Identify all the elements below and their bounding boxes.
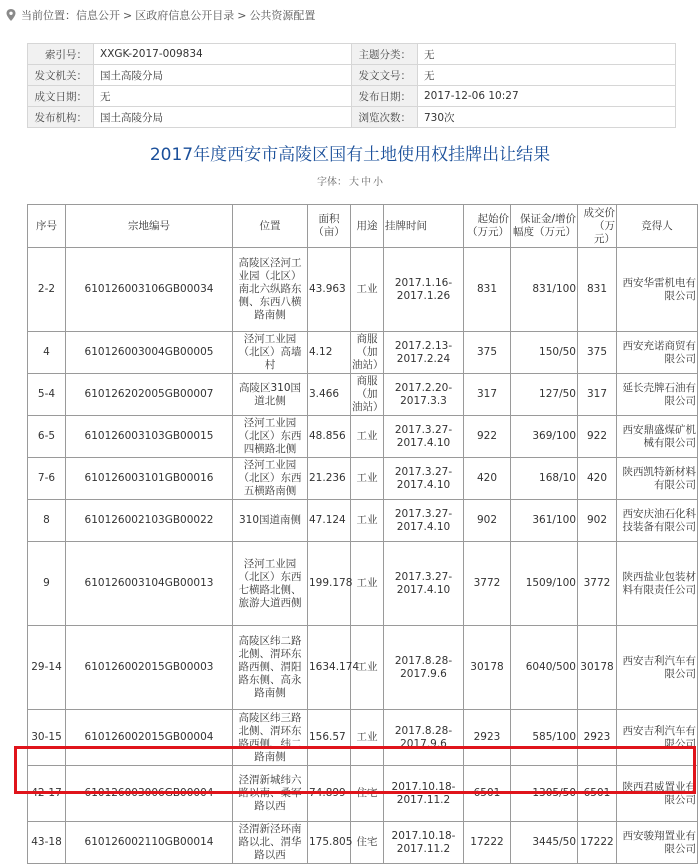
column-header: 挂牌时间 (384, 205, 464, 248)
cell-parcel: 610126003101GB00016 (66, 458, 233, 500)
cell-location: 泾渭新城纬六路以南、桑军路以西 (233, 766, 308, 822)
cell-deal: 375 (578, 332, 617, 374)
cell-start: 420 (464, 458, 511, 500)
cell-deal: 317 (578, 374, 617, 416)
cell-seq: 30-15 (28, 710, 66, 766)
cell-area: 21.236 (308, 458, 351, 500)
cell-start: 3772 (464, 542, 511, 626)
cell-start: 922 (464, 416, 511, 458)
meta-label: 发文机关： (28, 65, 94, 86)
cell-seq: 8 (28, 500, 66, 542)
cell-start: 17222 (464, 822, 511, 864)
cell-use: 工业 (351, 500, 384, 542)
cell-parcel: 610126003103GB00015 (66, 416, 233, 458)
table-header-row (28, 205, 698, 248)
column-header: 竞得人 (617, 205, 698, 248)
cell-time: 2017.3.27-2017.4.10 (384, 542, 464, 626)
cell-winner: 西安充诺商贸有限公司 (617, 332, 698, 374)
cell-parcel: 610126003004GB00005 (66, 332, 233, 374)
table-row (28, 500, 698, 542)
cell-use: 住宅 (351, 766, 384, 822)
table-row (28, 332, 698, 374)
cell-parcel: 610126003106GB00034 (66, 248, 233, 332)
cell-seq: 2-2 (28, 248, 66, 332)
cell-area: 74.899 (308, 766, 351, 822)
cell-parcel: 610126002015GB00003 (66, 626, 233, 710)
cell-deposit: 150/50 (511, 332, 578, 374)
meta-label: 成文日期： (28, 86, 94, 107)
cell-winner: 陕西盐业包装材料有限责任公司 (617, 542, 698, 626)
cell-start: 375 (464, 332, 511, 374)
breadcrumb-link-catalog[interactable]: 区政府信息公开目录 (135, 9, 235, 22)
cell-seq: 43-18 (28, 822, 66, 864)
cell-start: 831 (464, 248, 511, 332)
cell-deposit: 1509/100 (511, 542, 578, 626)
cell-area: 3.466 (308, 374, 351, 416)
cell-winner: 西安吉利汽车有限公司 (617, 626, 698, 710)
cell-location: 高陵区泾河工业园（北区）南北六纵路东侧、东西八横路南侧 (233, 248, 308, 332)
breadcrumb-separator: > (237, 8, 247, 22)
cell-deposit: 127/50 (511, 374, 578, 416)
cell-time: 2017.1.16-2017.1.26 (384, 248, 464, 332)
cell-location: 泾河工业园（北区）东西四横路北侧 (233, 416, 308, 458)
cell-seq: 9 (28, 542, 66, 626)
column-header: 起始价（万元） (464, 205, 511, 248)
cell-deposit: 6040/500 (511, 626, 578, 710)
cell-start: 317 (464, 374, 511, 416)
cell-seq: 4 (28, 332, 66, 374)
table-row (28, 458, 698, 500)
cell-deal: 831 (578, 248, 617, 332)
font-size-medium[interactable]: 中 (361, 177, 371, 188)
table-row (28, 374, 698, 416)
meta-label: 主题分类： (352, 44, 418, 65)
cell-area: 199.178 (308, 542, 351, 626)
cell-use: 工业 (351, 542, 384, 626)
cell-use: 工业 (351, 416, 384, 458)
font-size-large[interactable]: 大 (349, 177, 359, 188)
table-row (28, 248, 698, 332)
cell-winner: 陕西凯特新材料有限公司 (617, 458, 698, 500)
font-size-switcher (0, 173, 700, 188)
cell-area: 43.963 (308, 248, 351, 332)
cell-use: 工业 (351, 710, 384, 766)
cell-time: 2017.2.20-2017.3.3 (384, 374, 464, 416)
column-header: 位置 (233, 205, 308, 248)
cell-time: 2017.8.28-2017.9.6 (384, 710, 464, 766)
meta-label: 浏览次数： (352, 107, 418, 128)
cell-winner: 西安鼎盛煤矿机械有限公司 (617, 416, 698, 458)
cell-area: 1634.174 (308, 626, 351, 710)
table-row (28, 626, 698, 710)
meta-row (28, 44, 676, 65)
cell-location: 高陵区310国道北侧 (233, 374, 308, 416)
column-header: 面积（亩） (308, 205, 351, 248)
breadcrumb-separator: > (123, 8, 133, 22)
cell-winner: 西安吉利汽车有限公司 (617, 710, 698, 766)
meta-value: 730次 (418, 107, 676, 128)
cell-area: 48.856 (308, 416, 351, 458)
cell-winner: 西安庆油石化科技装备有限公司 (617, 500, 698, 542)
cell-location: 310国道南侧 (233, 500, 308, 542)
cell-parcel: 610126003006GB00004 (66, 766, 233, 822)
cell-location: 泾河工业园（北区）东西五横路南侧 (233, 458, 308, 500)
breadcrumb-link-info-public[interactable]: 信息公开 (76, 9, 120, 22)
cell-start: 30178 (464, 626, 511, 710)
cell-deposit: 585/100 (511, 710, 578, 766)
cell-winner: 西安骏翔置业有限公司 (617, 822, 698, 864)
meta-label: 发布日期： (352, 86, 418, 107)
breadcrumb-prefix: 当前位置： (21, 9, 76, 22)
cell-deposit: 831/100 (511, 248, 578, 332)
cell-use: 商服（加油站） (351, 332, 384, 374)
cell-area: 47.124 (308, 500, 351, 542)
column-header: 用途 (351, 205, 384, 248)
cell-deposit: 361/100 (511, 500, 578, 542)
meta-value: 国土高陵分局 (94, 65, 352, 86)
cell-start: 902 (464, 500, 511, 542)
cell-parcel: 610126002110GB00014 (66, 822, 233, 864)
table-row (28, 710, 698, 766)
cell-start: 6501 (464, 766, 511, 822)
meta-label: 发文文号： (352, 65, 418, 86)
breadcrumb-link-resource[interactable]: 公共资源配置 (249, 9, 316, 22)
cell-time: 2017.10.18-2017.11.2 (384, 766, 464, 822)
cell-deal: 420 (578, 458, 617, 500)
cell-winner: 西安华雷机电有限公司 (617, 248, 698, 332)
cell-area: 4.12 (308, 332, 351, 374)
cell-winner: 陕西君威置业有限公司 (617, 766, 698, 822)
cell-use: 工业 (351, 458, 384, 500)
meta-label: 发布机构： (28, 107, 94, 128)
cell-parcel: 610126202005GB00007 (66, 374, 233, 416)
cell-seq: 6-5 (28, 416, 66, 458)
document-meta-table (27, 43, 676, 128)
meta-value: 无 (94, 86, 352, 107)
column-header: 序号 (28, 205, 66, 248)
cell-location: 高陵区纬二路北侧、渭环东路西侧、渭阳路东侧、高永路南侧 (233, 626, 308, 710)
meta-value: XXGK-2017-009834 (94, 44, 352, 65)
cell-time: 2017.3.27-2017.4.10 (384, 458, 464, 500)
font-size-small[interactable]: 小 (373, 177, 383, 188)
meta-label: 索引号： (28, 44, 94, 65)
breadcrumb (4, 4, 315, 26)
cell-deposit: 168/10 (511, 458, 578, 500)
cell-winner: 延长壳牌石油有限公司 (617, 374, 698, 416)
cell-time: 2017.3.27-2017.4.10 (384, 500, 464, 542)
cell-seq: 7-6 (28, 458, 66, 500)
column-header: 成交价（万元） (578, 205, 617, 248)
meta-row (28, 86, 676, 107)
meta-value: 2017-12-06 10:27 (418, 86, 676, 107)
cell-deal: 902 (578, 500, 617, 542)
cell-use: 工业 (351, 626, 384, 710)
font-size-label: 字体： (317, 177, 347, 188)
cell-deal: 2923 (578, 710, 617, 766)
meta-value: 无 (418, 44, 676, 65)
meta-value: 国土高陵分局 (94, 107, 352, 128)
column-header: 保证金/增价幅度（万元） (511, 205, 578, 248)
cell-deal: 17222 (578, 822, 617, 864)
cell-start: 2923 (464, 710, 511, 766)
cell-use: 工业 (351, 248, 384, 332)
cell-time: 2017.8.28-2017.9.6 (384, 626, 464, 710)
meta-row (28, 65, 676, 86)
cell-location: 泾渭新泾环南路以北、渭华路以西 (233, 822, 308, 864)
cell-parcel: 610126002103GB00022 (66, 500, 233, 542)
cell-location: 高陵区纬三路北侧、渭环东路西侧、纬二路南侧 (233, 710, 308, 766)
meta-row (28, 107, 676, 128)
cell-use: 商服（加油站） (351, 374, 384, 416)
cell-deal: 3772 (578, 542, 617, 626)
cell-deal: 30178 (578, 626, 617, 710)
cell-seq: 29-14 (28, 626, 66, 710)
cell-area: 175.805 (308, 822, 351, 864)
cell-location: 泾河工业园（北区）东西七横路北侧、旅游大道西侧 (233, 542, 308, 626)
cell-deal: 6501 (578, 766, 617, 822)
location-pin-icon (4, 8, 18, 22)
column-header: 宗地编号 (66, 205, 233, 248)
cell-location: 泾河工业园（北区）高墙村 (233, 332, 308, 374)
cell-deal: 922 (578, 416, 617, 458)
meta-value: 无 (418, 65, 676, 86)
cell-seq: 5-4 (28, 374, 66, 416)
cell-area: 156.57 (308, 710, 351, 766)
table-row (28, 822, 698, 864)
land-transfer-table (27, 204, 698, 864)
cell-parcel: 610126002015GB00004 (66, 710, 233, 766)
cell-time: 2017.3.27-2017.4.10 (384, 416, 464, 458)
cell-time: 2017.10.18-2017.11.2 (384, 822, 464, 864)
cell-seq: 42-17 (28, 766, 66, 822)
cell-deposit: 3445/50 (511, 822, 578, 864)
table-row (28, 542, 698, 626)
cell-deposit: 369/100 (511, 416, 578, 458)
page-title: 2017年度西安市高陵区国有土地使用权挂牌出让结果 (149, 145, 551, 165)
cell-time: 2017.2.13-2017.2.24 (384, 332, 464, 374)
cell-deposit: 1305/50 (511, 766, 578, 822)
cell-parcel: 610126003104GB00013 (66, 542, 233, 626)
table-row (28, 766, 698, 822)
table-row (28, 416, 698, 458)
cell-use: 住宅 (351, 822, 384, 864)
